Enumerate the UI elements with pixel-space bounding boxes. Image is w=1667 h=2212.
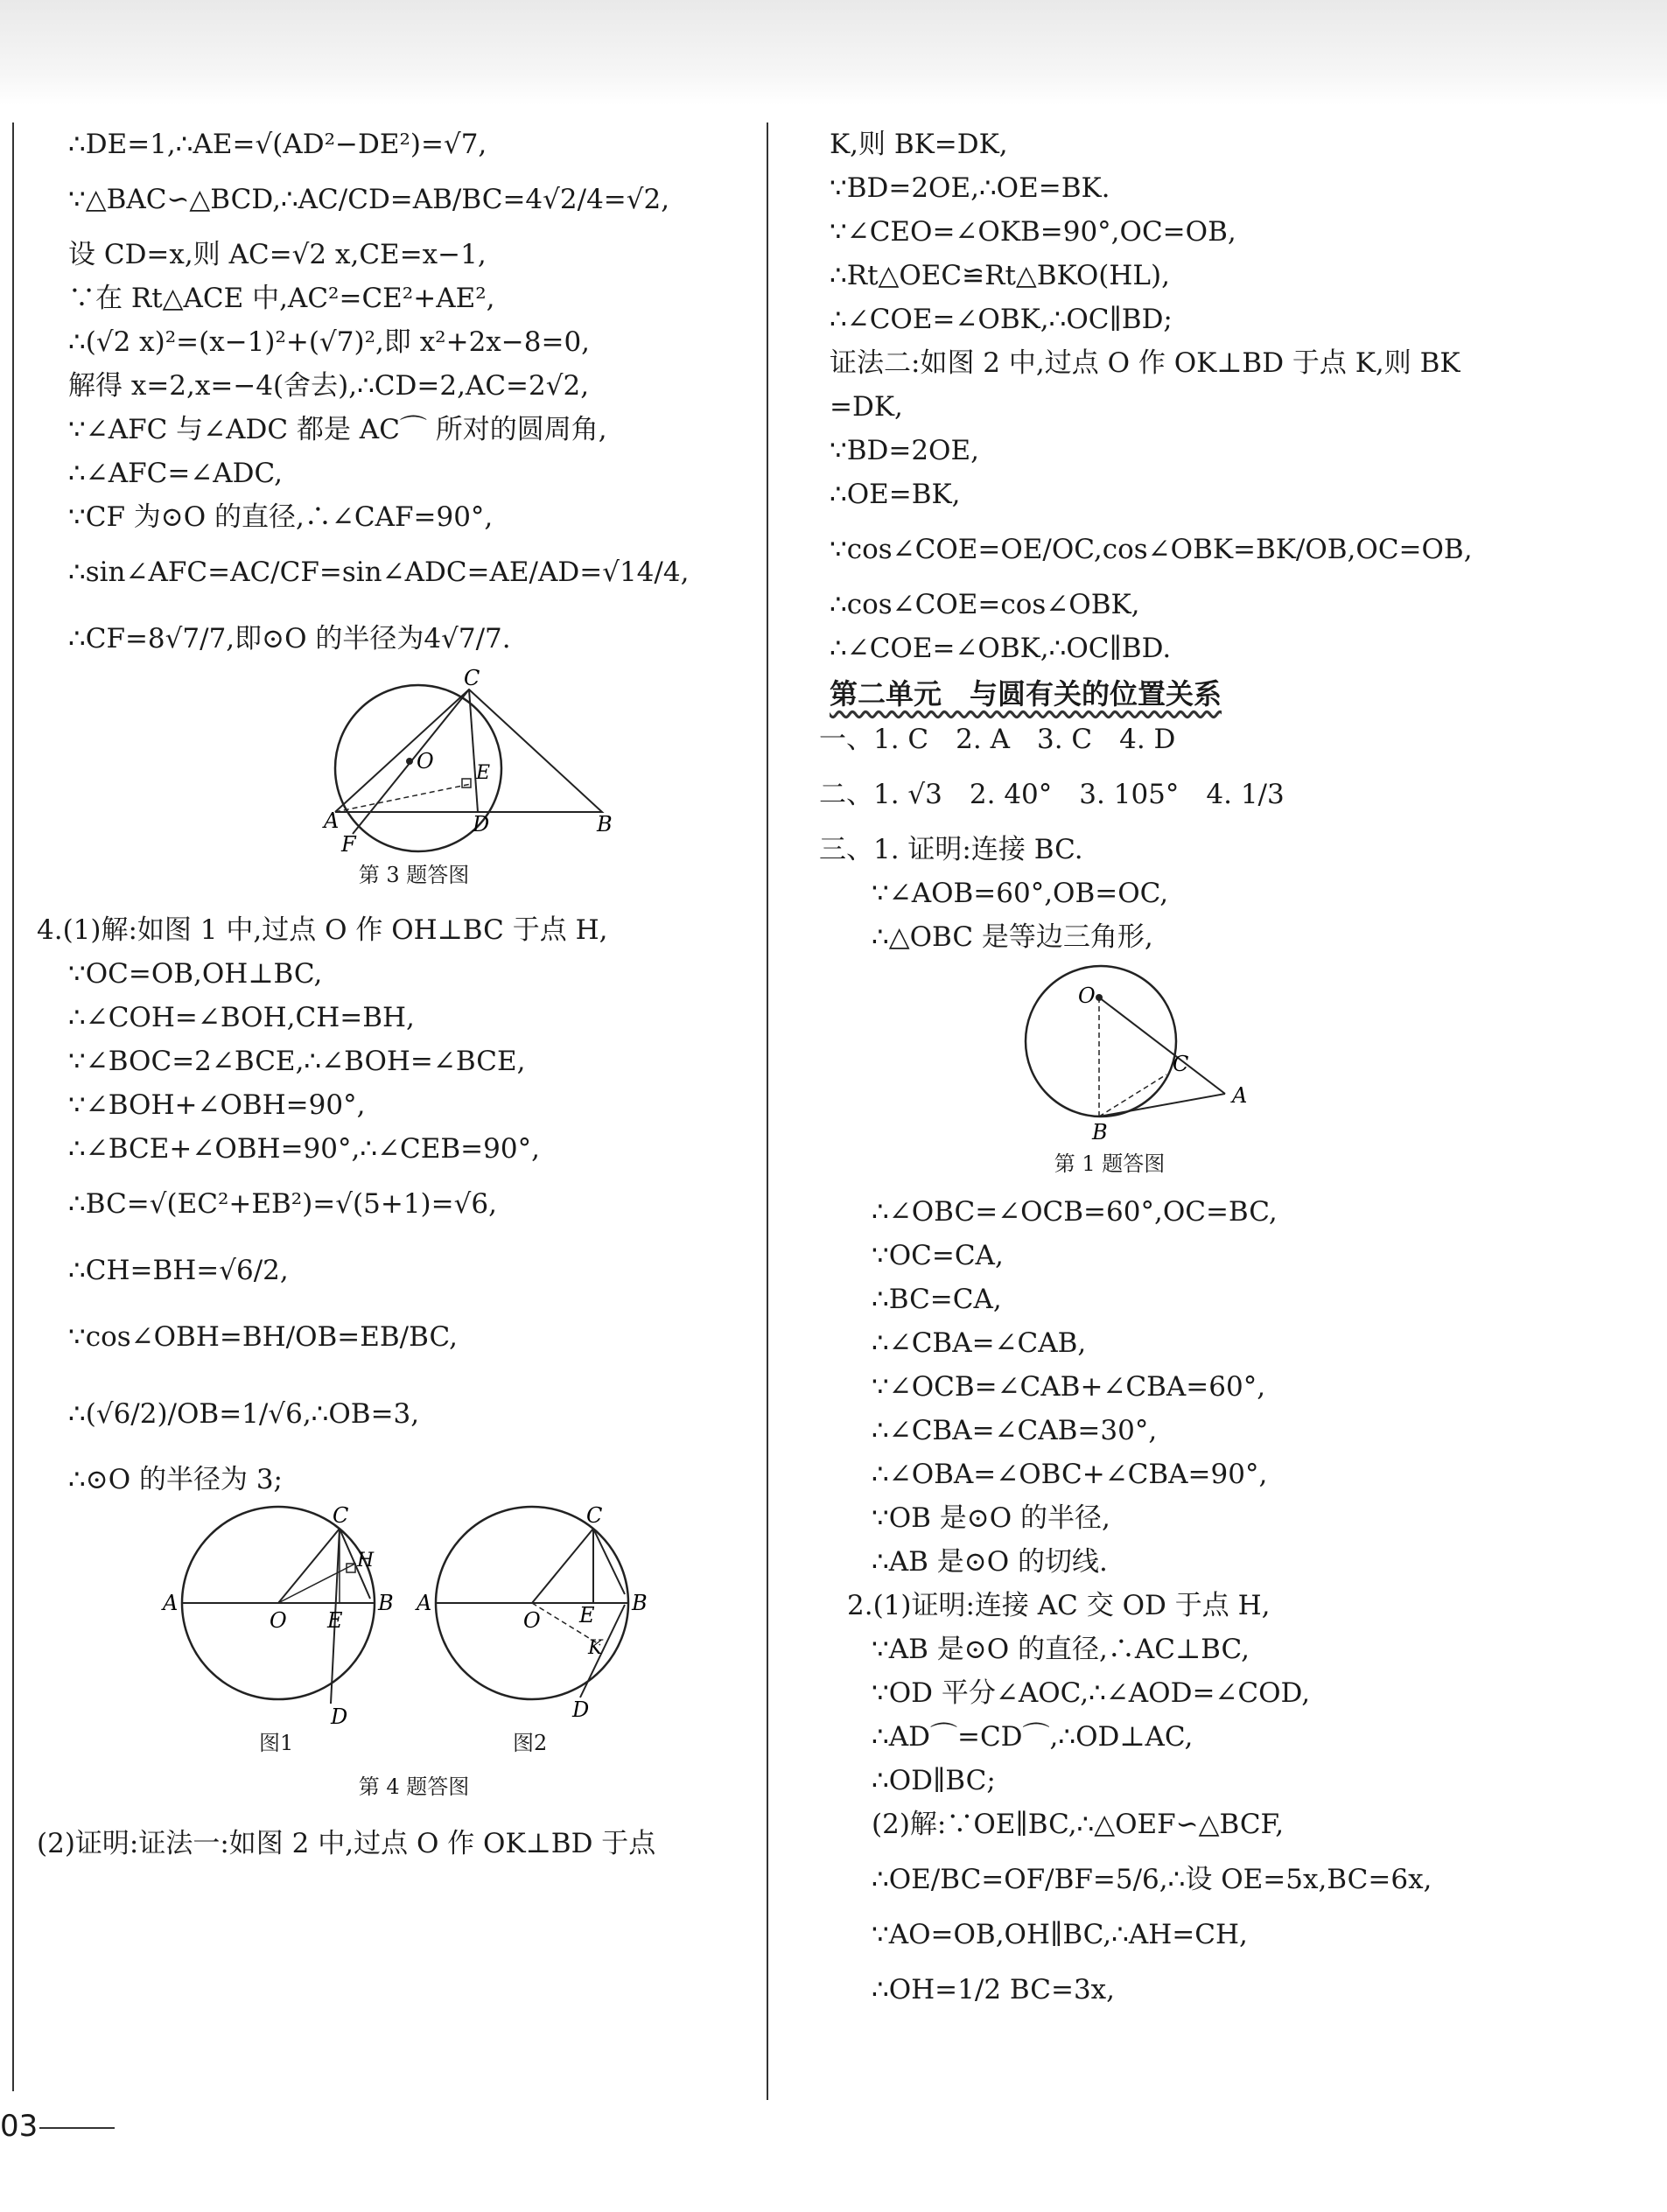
text-line: ∴CF=8√7/7,即⊙O 的半径为4√7/7. bbox=[68, 623, 511, 654]
text-line: ∴∠COH=∠BOH,CH=BH, bbox=[68, 1002, 415, 1033]
text-line: ∵∠OCB=∠CAB+∠CBA=60°, bbox=[872, 1371, 1266, 1403]
left-column bbox=[37, 122, 760, 1866]
text-line: 设 CD=x,则 AC=√2 x,CE=x−1, bbox=[68, 239, 487, 270]
figure-q1 bbox=[830, 962, 1617, 1146]
fig4-label: E bbox=[327, 1608, 343, 1633]
text-line: ∴cos∠COE=cos∠OBK, bbox=[830, 589, 1140, 620]
text-line: ∴DE=1,∴AE=√(AD²−DE²)=√7, bbox=[68, 129, 487, 160]
fig3-label: D bbox=[473, 812, 490, 836]
fig3-label: O bbox=[417, 749, 434, 774]
fig4-label: K bbox=[588, 1637, 603, 1659]
text-line: ∴AD⌒=CD⌒,∴OD⊥AC, bbox=[872, 1721, 1194, 1753]
text-line: ∴(√6/2)/OB=1/√6,∴OB=3, bbox=[68, 1398, 420, 1430]
text-line: 2.(1)证明:连接 AC 交 OD 于点 H, bbox=[847, 1590, 1271, 1621]
text-line: ∵∠AFC 与∠ADC 都是 AC⌒ 所对的圆周角, bbox=[68, 414, 607, 445]
text-line: ∵cos∠COE=OE/OC,cos∠OBK=BK/OB,OC=OB, bbox=[830, 534, 1473, 565]
fig4-label: O bbox=[523, 1608, 541, 1633]
text-line: 4.(1)解:如图 1 中,过点 O 作 OH⊥BC 于点 H, bbox=[37, 914, 608, 946]
figure-q3 bbox=[68, 666, 760, 857]
text-line: ∴AB 是⊙O 的切线. bbox=[872, 1546, 1108, 1578]
fig4-label: C bbox=[586, 1503, 603, 1528]
text-line: ∵∠AOB=60°,OB=OC, bbox=[872, 878, 1169, 909]
figure-caption: 第 4 题答图 bbox=[358, 1774, 470, 1799]
text-line: ∴∠CBA=∠CAB=30°, bbox=[872, 1415, 1158, 1446]
fig3-label: B bbox=[597, 812, 613, 836]
fig4-label: B bbox=[378, 1591, 394, 1615]
q1-continuation bbox=[830, 1190, 1617, 1584]
fig3-label: F bbox=[341, 832, 356, 857]
fig4-label: D bbox=[331, 1704, 348, 1729]
text-line: 证法二:如图 2 中,过点 O 作 OK⊥BD 于点 K,则 BK bbox=[830, 347, 1460, 379]
figure-q4 bbox=[68, 1503, 760, 1729]
text-line: ∴OD∥BC; bbox=[872, 1765, 996, 1796]
figure-caption: 第 1 题答图 bbox=[1054, 1152, 1166, 1176]
right-column bbox=[819, 122, 1617, 2023]
text-line: ∵cos∠OBH=BH/OB=EB/BC, bbox=[68, 1321, 458, 1353]
text-line: ∵OC=OB,OH⊥BC, bbox=[68, 958, 323, 990]
fig4-subcaption-2: 图2 bbox=[513, 1731, 548, 1755]
fig4-label: B bbox=[632, 1591, 648, 1615]
fig1-label: C bbox=[1173, 1052, 1189, 1076]
text-line: ∴∠COE=∠OBK,∴OC∥BD. bbox=[830, 633, 1172, 664]
text-line: 解得 x=2,x=−4(舍去),∴CD=2,AC=2√2, bbox=[68, 370, 590, 402]
text-line: ∵OB 是⊙O 的半径, bbox=[872, 1502, 1110, 1534]
text-line: K,则 BK=DK, bbox=[830, 129, 1008, 160]
text-line: ∵△BAC∽△BCD,∴AC/CD=AB/BC=4√2/4=√2, bbox=[68, 184, 670, 215]
fig1-label: O bbox=[1078, 984, 1096, 1008]
page-number-rule bbox=[39, 2127, 115, 2129]
fig4-label: A bbox=[163, 1591, 179, 1615]
scan-top-band bbox=[0, 0, 1667, 105]
text-line: ∵BD=2OE,∴OE=BK. bbox=[830, 172, 1110, 204]
text-line: ∴Rt△OEC≌Rt△BKO(HL), bbox=[830, 260, 1170, 291]
fig4-circle-1 bbox=[161, 1503, 394, 1729]
text-line: ∴CH=BH=√6/2, bbox=[68, 1255, 289, 1286]
text-line: ∵OC=CA, bbox=[872, 1240, 1004, 1271]
figure-q1-diagram bbox=[830, 962, 1617, 1146]
fig3-label: E bbox=[476, 762, 491, 784]
fig4-label: A bbox=[417, 1591, 432, 1615]
text-line: (2)证明:证法一:如图 2 中,过点 O 作 OK⊥BD 于点 bbox=[37, 1828, 656, 1859]
text-line: ∴∠CBA=∠CAB, bbox=[872, 1327, 1087, 1359]
text-line: ∵AO=OB,OH∥BC,∴AH=CH, bbox=[872, 1919, 1248, 1950]
fig4-label: H bbox=[357, 1550, 375, 1572]
text-line: ∴BC=√(EC²+EB²)=√(5+1)=√6, bbox=[68, 1188, 497, 1220]
text-line: ∴∠BCE+∠OBH=90°,∴∠CEB=90°, bbox=[68, 1133, 540, 1165]
text-line: ∴⊙O 的半径为 3; bbox=[68, 1464, 283, 1495]
fig3-label: C bbox=[464, 666, 480, 690]
text-line: ∴sin∠AFC=AC/CF=sin∠ADC=AE/AD=√14/4, bbox=[68, 556, 690, 588]
text-line: ∴∠OBC=∠OCB=60°,OC=BC, bbox=[872, 1196, 1278, 1228]
figure-caption: 第 3 题答图 bbox=[358, 863, 470, 887]
answer-line: 二、1. √3 2. 40° 3. 105° 4. 1/3 bbox=[819, 779, 1285, 810]
text-line: (2)解:∵OE∥BC,∴△OEF∽△BCF, bbox=[872, 1809, 1285, 1840]
text-line: ∴BC=CA, bbox=[872, 1284, 1002, 1315]
left-margin-rule bbox=[12, 122, 14, 2091]
text-line: =DK, bbox=[830, 391, 903, 423]
text-line: ∵OD 平分∠AOC,∴∠AOD=∠COD, bbox=[872, 1677, 1311, 1709]
column-divider bbox=[767, 122, 768, 2100]
text-line: ∵∠BOC=2∠BCE,∴∠BOH=∠BCE, bbox=[68, 1046, 526, 1077]
fig4-label: C bbox=[333, 1503, 349, 1528]
text-line: ∴OE/BC=OF/BF=5/6,∴设 OE=5x,BC=6x, bbox=[872, 1864, 1432, 1895]
text-line: ∴OH=1/2 BC=3x, bbox=[872, 1974, 1116, 2006]
figure-q4-diagram bbox=[68, 1503, 760, 1729]
text-line: ∵∠BOH+∠OBH=90°, bbox=[68, 1089, 366, 1121]
text-line: ∴∠OBA=∠OBC+∠CBA=90°, bbox=[872, 1459, 1268, 1490]
answer-line: 一、1. C 2. A 3. C 4. D bbox=[819, 724, 1176, 755]
text-line: ∵在 Rt△ACE 中,AC²=CE²+AE², bbox=[68, 283, 495, 314]
text-line: ∵∠CEO=∠OKB=90°,OC=OB, bbox=[830, 216, 1236, 248]
fig4-circle-2 bbox=[415, 1503, 648, 1722]
fig4-subcaption-1: 图1 bbox=[259, 1731, 294, 1755]
figure-q3-diagram bbox=[68, 666, 760, 857]
text-line: ∴OE=BK, bbox=[830, 479, 961, 510]
fig4-label: E bbox=[579, 1603, 595, 1628]
text-line: ∴(√2 x)²=(x−1)²+(√7)²,即 x²+2x−8=0, bbox=[68, 326, 591, 358]
text-line: ∵BD=2OE, bbox=[830, 435, 979, 466]
section-title: 第二单元 与圆有关的位置关系 bbox=[830, 677, 1222, 710]
text-line: ∴∠COE=∠OBK,∴OC∥BD; bbox=[830, 304, 1173, 335]
fig4-subcaptions bbox=[68, 1726, 760, 1760]
text-line: ∵AB 是⊙O 的直径,∴AC⊥BC, bbox=[872, 1634, 1250, 1665]
fig3-label: A bbox=[324, 808, 340, 833]
text-line: ∴∠AFC=∠ADC, bbox=[68, 458, 283, 489]
fig4-label: D bbox=[572, 1698, 590, 1722]
page-number bbox=[0, 2109, 115, 2144]
fig1-label: B bbox=[1092, 1120, 1108, 1144]
text-line: ∴△OBC 是等边三角形, bbox=[872, 921, 1153, 953]
fig1-label: A bbox=[1232, 1083, 1248, 1108]
text-line: 三、1. 证明:连接 BC. bbox=[819, 834, 1083, 865]
text-line: ∵CF 为⊙O 的直径,∴∠CAF=90°, bbox=[68, 501, 494, 533]
fig4-label: O bbox=[270, 1608, 287, 1633]
page-number-text: 03 bbox=[0, 2109, 39, 2144]
